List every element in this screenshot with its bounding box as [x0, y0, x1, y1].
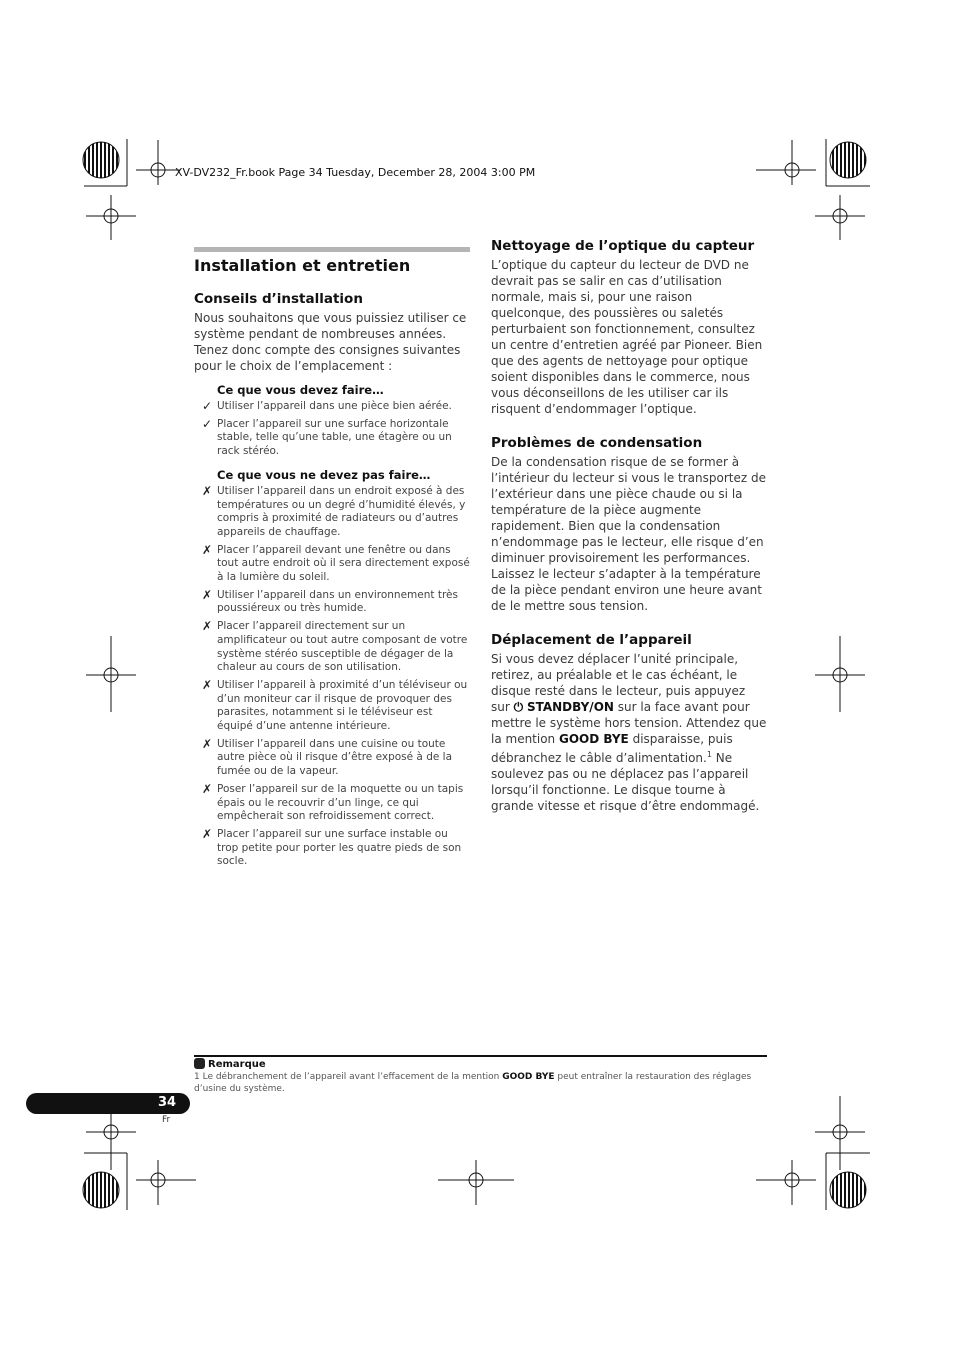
cross-icon: ✗ — [202, 483, 213, 498]
right-column — [491, 238, 767, 832]
moving-section — [491, 632, 767, 814]
left-column — [194, 247, 470, 873]
list-item: ✗ Utiliser l’appareil dans une cuisine ou toute autre pièce où il risque d’être exposé à de la fumée ou de la vapeur. — [202, 736, 453, 778]
power-icon: ⏻ — [513, 700, 524, 714]
list-item: ✗ Placer l’appareil sur une surface instable ou trop petite pour porter les quatre pieds de son socle. — [202, 826, 462, 868]
pencil-icon — [194, 1058, 205, 1069]
section-rule — [194, 247, 470, 252]
note-rule — [194, 1055, 767, 1057]
cross-icon: ✗ — [202, 826, 213, 841]
do-label: Ce que vous devez faire… — [217, 383, 384, 397]
goodbye-label: GOOD BYE — [558, 732, 629, 746]
cleaning-section — [491, 238, 767, 417]
cross-icon: ✗ — [202, 619, 213, 634]
list-item: ✗ Utiliser l’appareil à proximité d’un téléviseur ou d’un moniteur car il risque de provoquer des parasites, notamment si le téléviseur est équipé d’une antenne intérieure. — [202, 677, 468, 733]
list-item: ✗ Utiliser l’appareil dans un endroit exposé à des températures ou un degré d’humidité élevés, y compris à proximité de radiateurs ou d’autres appareils de chauffage. — [202, 483, 466, 538]
installation-subtitle: Conseils d’installation — [194, 291, 363, 307]
cross-icon: ✗ — [202, 781, 213, 796]
list-item: ✗ Placer l’appareil directement sur un amplificateur ou tout autre composant de votre système stéréo susceptible de dégager de la chaleur au cours de son utilisation. — [202, 619, 468, 674]
moving-title: Déplacement de l’appareil — [491, 632, 692, 648]
condensation-text: De la condensation risque de se former à l’intérieur du lecteur si vous le transportez de l’extérieur dans une pièce chaude ou si la température de la pièce augmente rapidement. Bien que la condensation n’endommage pas le lecteur, elle risque d’en diminuer provisoirement les performances. Laissez le lecteur s’adapter à la température de la pièce pendant environ une heure avant de le mettre sous tension. — [491, 455, 766, 613]
list-item: ✗ Placer l’appareil devant une fenêtre ou dans tout autre endroit où il sera directement exposé à la lumière du soleil. — [202, 542, 470, 584]
cross-icon: ✗ — [202, 542, 213, 557]
cleaning-text: L’optique du capteur du lecteur de DVD ne devrait pas se salir en cas d’utilisation normale, mais si, pour une raison quelconque, des poussières ou saletés perturbaient son fonctionnement, consultez un centre d’entretien agréé par Pioneer. Bien que des agents de nettoyage pour optique soient disponibles dans le commerce, nous vous déconseillons de les utiliser car ils risquent d’endommager l’optique. — [491, 258, 763, 416]
note-heading: Remarque — [194, 1058, 266, 1070]
page-number: 34 — [158, 1095, 177, 1110]
list-item: ✓ Utiliser l’appareil dans une pièce bien aérée. — [202, 399, 452, 413]
page-language: Fr — [162, 1115, 171, 1125]
cleaning-title: Nettoyage de l’optique du capteur — [491, 238, 755, 254]
condensation-section — [491, 435, 767, 614]
list-item: ✓ Placer l’appareil sur une surface horizontale stable, telle qu’une table, une étagère ou un rack stéréo. — [202, 416, 452, 458]
cross-icon: ✗ — [202, 736, 213, 751]
footnote-text: 1 Le débranchement de l’appareil avant l’effacement de la mention GOOD BYE peut entraîner la restauration des réglages d’usine du système. — [194, 1072, 752, 1094]
standby-button-label: STANDBY/ON — [526, 700, 614, 714]
list-item: ✗ Poser l’appareil sur de la moquette ou un tapis épais ou le recouvrir d’un linge, ce qui empêcherait son refroidissement correct. — [202, 781, 464, 823]
section-title: Installation et entretien — [194, 256, 411, 275]
moving-text: Si vous devez déplacer l’unité principale, retirez, au préalable et le cas échéant, le disque resté dans le lecteur, puis appuyez sur ⏻ STANDBY/ON sur la face avant pour mettre le système hors tension. Attendez que la mention GOOD BYE disparaisse, puis débranchez le câble d’alimentation.$^1$ Ne soulevez pas ou ne déplacez pas l’appareil lorsqu’il fonctionne. Le disque tourne à grande vitesse et risque d’être endommagé. — [491, 652, 767, 813]
condensation-title: Problèmes de condensation — [491, 435, 703, 451]
dont-label: Ce que vous ne devez pas faire… — [217, 467, 431, 482]
checkmark-icon: ✓ — [202, 399, 213, 413]
checkmark-icon: ✓ — [202, 416, 213, 431]
installation-intro: Nous souhaitons que vous puissiez utiliser ce système pendant de nombreuses années. Tenez donc compte des consignes suivantes pour le choix de l’emplacement : — [194, 311, 467, 373]
do-list — [194, 400, 470, 459]
cross-icon: ✗ — [202, 677, 213, 692]
footnote-ref: 1 — [706, 750, 712, 759]
book-file-header: XV-DV232_Fr.book Page 34 Tuesday, December 28, 2004 3:00 PM — [175, 166, 536, 179]
cross-icon: ✗ — [202, 587, 213, 602]
dont-list — [194, 485, 470, 869]
list-item: ✗ Utiliser l’appareil dans un environnement très poussiéreux ou très humide. — [202, 587, 458, 615]
